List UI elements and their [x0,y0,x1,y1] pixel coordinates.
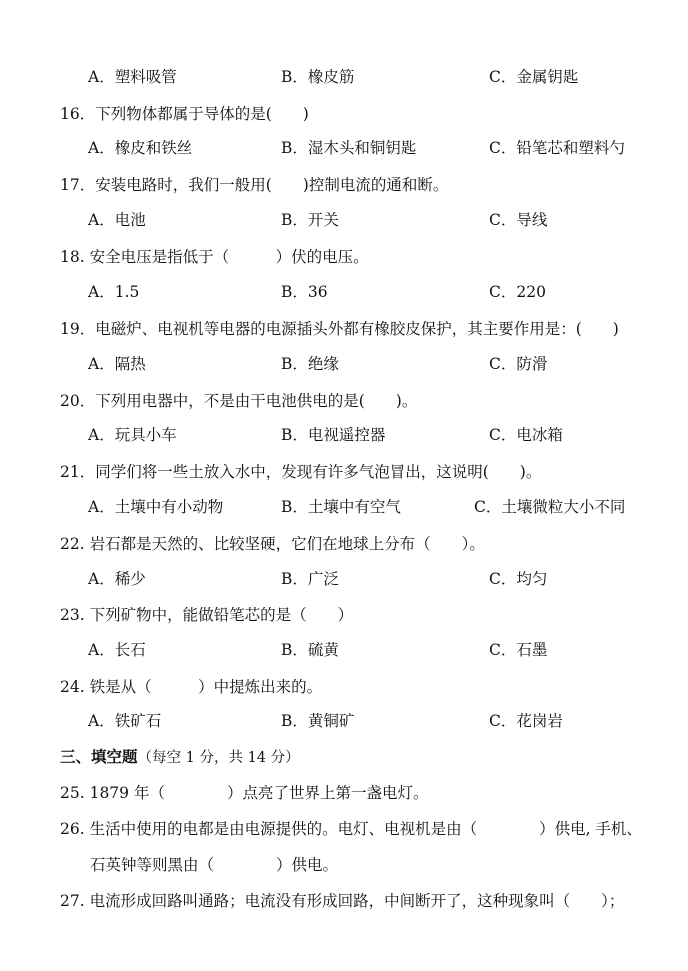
option-a: A．玩具小车 [88,426,177,444]
option-a: A．隔热 [88,355,146,373]
option-b: B．开关 [281,211,339,229]
option-a: A．土壤中有小动物 [88,498,224,516]
option-b: B．湿木头和铜钥匙 [281,139,417,157]
question-continuation: 石英钟等则黑由（ ）供电。 [90,856,339,874]
answer-options [0,205,688,235]
option-c: C．防滑 [489,355,548,373]
option-a: A．电池 [88,211,146,229]
option-b: B．绝缘 [281,355,339,373]
answer-options [0,277,688,307]
answer-options [0,133,688,163]
option-b: B．硫黄 [281,641,339,659]
question-text: 17．安装电路时，我们一般用( )控制电流的通和断。 [60,176,449,194]
option-c: C．均匀 [489,570,548,588]
question-text: 18. 安全电压是指低于（ ）伏的电压。 [60,248,369,266]
answer-options [0,564,688,594]
answer-options [0,349,688,379]
option-b: B．土壤中有空气 [281,498,401,516]
question-text: 20．下列用电器中，不是由干电池供电的是( )。 [60,392,418,410]
question-text: 16．下列物体都属于导体的是( ) [60,105,309,123]
option-b: B．橡皮筋 [281,68,355,86]
section-header [0,742,688,772]
section-note: （每空 1 分，共 14 分） [137,750,300,766]
option-c: C．220 [489,283,546,301]
question-text: 23. 下列矿物中，能做铅笔芯的是（ ） [60,606,354,624]
question-text: 19．电磁炉、电视机等电器的电源插头外都有橡胶皮保护，其主要作用是：( ) [60,320,619,338]
question-text: 26. 生活中使用的电都是由电源提供的。电灯、电视机是由（ ）供电, 手机、 [60,820,642,838]
option-c: C．铅笔芯和塑料勺 [489,139,625,157]
option-a: A．长石 [88,641,146,659]
option-c: C．电冰箱 [489,426,563,444]
answer-options [0,420,688,450]
option-b: B．黄铜矿 [281,712,355,730]
option-c: C．石墨 [489,641,548,659]
answer-options [0,635,688,665]
option-b: B．36 [281,283,328,301]
answer-options [0,706,688,736]
answer-options [0,492,688,522]
option-a: A．稀少 [88,570,146,588]
option-a: A．铁矿石 [88,712,162,730]
question-text: 21．同学们将一些土放入水中，发现有许多气泡冒出，这说明( )。 [60,463,542,481]
question-text: 25. 1879 年（ ）点亮了世界上第一盏电灯。 [60,784,429,802]
option-a: A．1.5 [88,283,140,301]
option-a: A．塑料吸管 [88,68,177,86]
option-b: B．电视遥控器 [281,426,386,444]
option-c: C．金属钥匙 [489,68,579,86]
question-text: 27. 电流形成回路叫通路；电流没有形成回路，中间断开了，这种现象叫（ ）； [60,892,625,910]
question-text: 24. 铁是从（ ）中提炼出来的。 [60,678,323,696]
option-a: A．橡皮和铁丝 [88,139,193,157]
option-c: C．土壤微粒大小不同 [474,498,626,516]
option-c: C．花岗岩 [489,712,563,730]
option-c: C．导线 [489,211,548,229]
section-title: 三、填空题 [60,747,138,766]
question-text: 22. 岩石都是天然的、比较坚硬，它们在地球上分布（ ）。 [60,535,485,553]
option-b: B．广泛 [281,570,339,588]
answer-options [0,62,688,92]
